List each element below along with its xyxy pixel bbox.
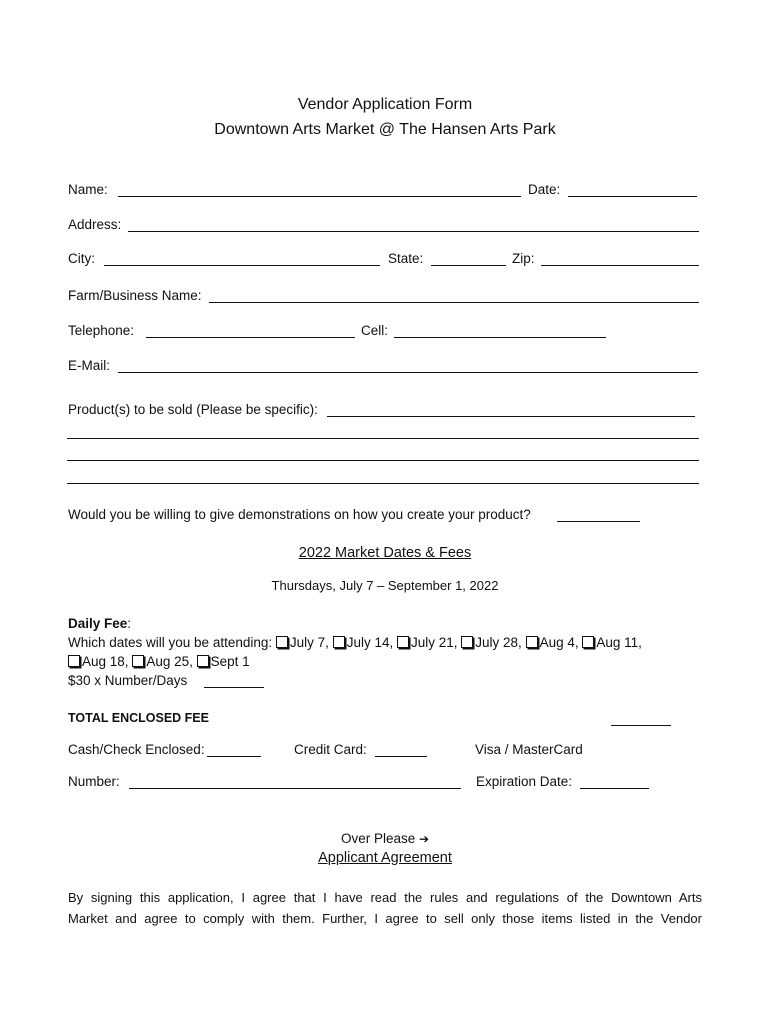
date-option-aug-11[interactable]: Aug 11,	[582, 635, 642, 650]
checkbox-icon[interactable]	[197, 655, 209, 667]
applicant-agreement-heading: Applicant Agreement	[318, 850, 452, 866]
date-option-july-28[interactable]: July 28,	[461, 635, 522, 650]
total-enclosed-label: TOTAL ENCLOSED FEE	[68, 711, 209, 725]
market-dates-heading: 2022 Market Dates & Fees	[298, 545, 472, 561]
checkbox-icon[interactable]	[333, 636, 345, 648]
attending-label: Which dates will you be attending:	[68, 635, 273, 650]
products-label: Product(s) to be sold (Please be specific):	[68, 402, 318, 417]
city-field[interactable]	[104, 265, 380, 266]
name-label: Name:	[68, 182, 108, 197]
name-field[interactable]	[118, 196, 521, 197]
dates-row-2	[68, 654, 250, 669]
address-field[interactable]	[128, 231, 699, 232]
date-option-july-21[interactable]: July 21,	[397, 635, 458, 650]
state-field[interactable]	[431, 265, 506, 266]
dates-row-1	[68, 635, 642, 650]
demonstrations-label: Would you be willing to give demonstrations on how you create your product?	[68, 507, 531, 522]
date-label: Date:	[528, 182, 561, 197]
checkbox-icon[interactable]	[582, 636, 594, 648]
date-option-aug-25[interactable]: Aug 25,	[132, 654, 193, 669]
credit-card-field[interactable]	[375, 756, 427, 757]
checkbox-icon[interactable]	[68, 655, 80, 667]
agreement-line-2: Market and agree to comply with them. Further, I agree to sell only those items listed in the Vendor	[68, 911, 702, 926]
right-arrow-icon: ➔	[419, 832, 430, 846]
checkbox-icon[interactable]	[526, 636, 538, 648]
date-option-sept-1[interactable]: Sept 1	[197, 654, 250, 669]
telephone-label: Telephone:	[68, 323, 135, 338]
agreement-paragraph	[68, 887, 702, 929]
total-enclosed-field[interactable]	[611, 725, 671, 726]
credit-card-label: Credit Card:	[294, 742, 367, 757]
form-subtitle: Downtown Arts Market @ The Hansen Arts Park	[214, 121, 556, 138]
cell-field[interactable]	[394, 337, 606, 338]
date-option-july-14[interactable]: July 14,	[333, 635, 394, 650]
date-option-july-7[interactable]: July 7,	[276, 635, 329, 650]
products-field[interactable]	[327, 416, 695, 417]
expiration-date-field[interactable]	[580, 788, 649, 789]
address-label: Address:	[68, 217, 122, 232]
city-label: City:	[68, 251, 95, 266]
state-label: State:	[388, 251, 424, 266]
form-title: Vendor Application Form	[297, 96, 473, 113]
products-line-3[interactable]	[67, 460, 699, 461]
rate-label: $30 x Number/Days	[68, 673, 188, 688]
checkbox-icon[interactable]	[276, 636, 288, 648]
over-please	[0, 831, 770, 846]
card-number-label: Number:	[68, 774, 120, 789]
checkbox-icon[interactable]	[397, 636, 409, 648]
demonstrations-field[interactable]	[557, 521, 640, 522]
agreement-line-1: By signing this application, I agree that I have read the rules and regulations of the Downtown Arts	[68, 890, 702, 905]
products-line-2[interactable]	[67, 438, 699, 439]
cash-check-field[interactable]	[207, 756, 261, 757]
zip-label: Zip:	[512, 251, 535, 266]
date-field[interactable]	[568, 196, 697, 197]
checkbox-icon[interactable]	[132, 655, 144, 667]
date-option-aug-18[interactable]: Aug 18,	[68, 654, 129, 669]
over-please-label: Over Please	[340, 831, 416, 846]
daily-fee-label: Daily Fee	[68, 616, 128, 631]
cash-check-label: Cash/Check Enclosed:	[68, 742, 205, 757]
cell-label: Cell:	[361, 323, 389, 338]
card-number-field[interactable]	[129, 788, 461, 789]
date-option-aug-4[interactable]: Aug 4,	[526, 635, 579, 650]
card-types-label: Visa / MasterCard	[475, 742, 583, 757]
daily-fee-colon: :	[127, 616, 132, 631]
zip-field[interactable]	[541, 265, 699, 266]
farm-business-field[interactable]	[209, 302, 699, 303]
expiration-date-label: Expiration Date:	[476, 774, 573, 789]
market-dates-text: Thursdays, July 7 – September 1, 2022	[271, 578, 499, 593]
email-label: E-Mail:	[68, 358, 111, 373]
products-line-4[interactable]	[67, 483, 699, 484]
checkbox-icon[interactable]	[461, 636, 473, 648]
farm-business-label: Farm/Business Name:	[68, 288, 202, 303]
daily-fee-heading	[68, 616, 131, 631]
telephone-field[interactable]	[146, 337, 355, 338]
number-days-field[interactable]	[204, 687, 264, 688]
email-field[interactable]	[118, 372, 698, 373]
